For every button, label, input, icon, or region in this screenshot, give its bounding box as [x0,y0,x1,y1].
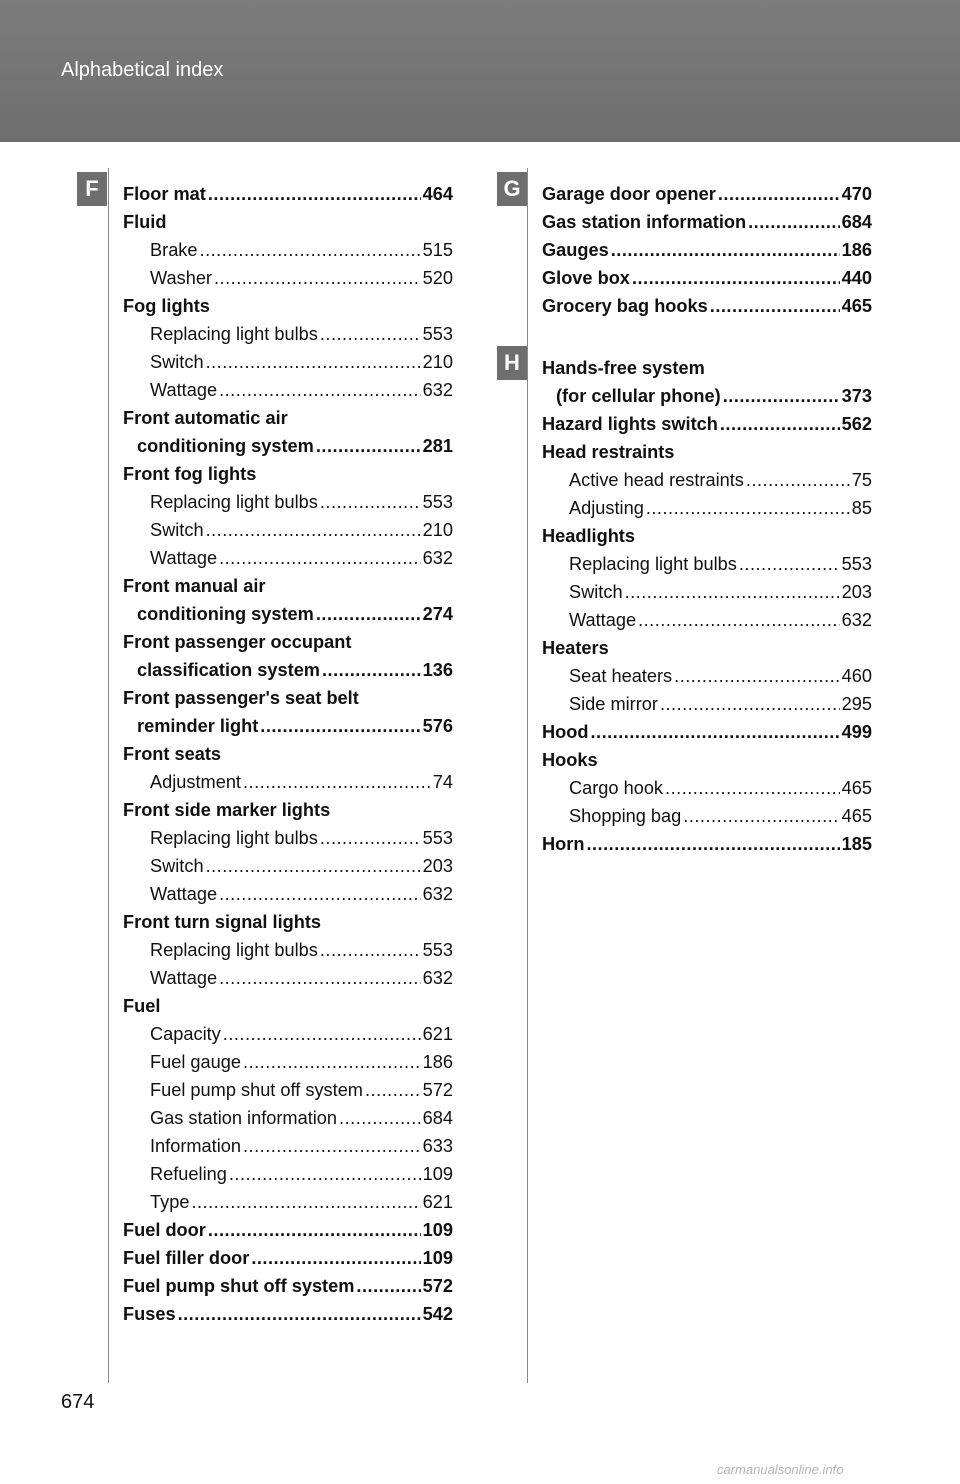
index-entry [542,802,872,830]
entry-label: Gas station information [150,1107,338,1128]
entry-page-number: 576 [422,715,453,736]
entry-page-number: 210 [422,351,453,372]
entry-label: Grocery bag hooks [542,295,708,316]
entry-label: Heaters [542,637,609,658]
index-entry [123,740,453,768]
entry-page-number: 572 [422,1275,453,1296]
entry-label: Front passenger occupant [123,631,352,652]
leader-dots [625,582,840,603]
leader-dots [665,778,840,799]
entry-label: Wattage [569,609,637,630]
leader-dots [206,520,421,541]
leader-dots [219,380,421,401]
index-entry [542,606,872,634]
index-entry [542,690,872,718]
entry-page-number: 281 [422,435,453,456]
leader-dots [586,834,839,855]
page-header [0,0,960,142]
entry-page-number: 274 [422,603,453,624]
index-entry [542,264,872,292]
index-entry [123,964,453,992]
leader-dots [632,268,840,289]
entry-page-number: 632 [422,379,453,400]
entry-page-number: 553 [422,323,453,344]
leader-dots [590,722,839,743]
entry-page-number: 684 [841,211,872,232]
index-entry [123,460,453,488]
entry-page-number: 632 [841,609,872,630]
entry-label: Switch [569,581,623,602]
leader-dots [720,414,840,435]
index-entry [542,292,872,320]
index-entry [123,180,453,208]
index-entry [542,410,872,438]
leader-dots [316,604,421,625]
leader-dots [674,666,840,687]
entry-page-number: 499 [841,721,872,742]
leader-dots [251,1248,420,1269]
entry-label: Garage door opener [542,183,716,204]
leader-dots [322,660,421,681]
entry-label: Front side marker lights [123,799,331,820]
entry-page-number: 632 [422,547,453,568]
index-entry [542,550,872,578]
entry-label: Switch [150,855,204,876]
index-column-right [542,180,872,858]
index-entry [123,1160,453,1188]
entry-label: Horn [542,833,585,854]
entry-label: Floor mat [123,183,206,204]
leader-dots [191,1192,420,1213]
entry-page-number: 553 [422,827,453,848]
entry-label: Brake [150,239,198,260]
leader-dots [316,436,421,457]
leader-dots [320,940,421,961]
section-gap [542,320,872,354]
entry-label: Glove box [542,267,630,288]
index-entry [123,628,453,656]
entry-label: Replacing light bulbs [150,491,318,512]
leader-dots [320,828,421,849]
entry-page-number: 295 [841,693,872,714]
page-number: 674 [61,1391,95,1413]
index-entry [123,236,453,264]
entry-page-number: 515 [422,239,453,260]
entry-page-number: 460 [841,665,872,686]
index-entry [123,208,453,236]
entry-label: Hazard lights switch [542,413,718,434]
leader-dots [638,610,840,631]
entry-page-number: 185 [841,833,872,854]
entry-page-number: 373 [841,385,872,406]
leader-dots [611,240,840,261]
leader-dots [739,554,840,575]
entry-page-number: 633 [422,1135,453,1156]
entry-label: Gas station information [542,211,747,232]
entry-label: Fluid [123,211,167,232]
index-entry [542,236,872,264]
entry-page-number: 186 [841,239,872,260]
entry-page-number: 186 [422,1051,453,1072]
index-entry [123,1020,453,1048]
entry-page-number: 632 [422,883,453,904]
leader-dots [219,968,421,989]
leader-dots [683,806,839,827]
entry-label: Refueling [150,1163,227,1184]
entry-label: Wattage [150,967,218,988]
index-entry [542,662,872,690]
index-entry [542,522,872,550]
entry-label: Wattage [150,379,218,400]
leader-dots [208,184,421,205]
entry-label: Cargo hook [569,777,664,798]
entry-label: Side mirror [569,693,658,714]
entry-label: classification system [137,659,320,680]
entry-label: Front manual air [123,575,266,596]
index-entry [542,180,872,208]
section-tab-g: G [497,172,527,206]
index-entry [123,880,453,908]
leader-dots [229,1164,421,1185]
index-entry [123,684,453,712]
entry-label: Fuel filler door [123,1247,250,1268]
leader-dots [206,352,421,373]
entry-page-number: 109 [422,1219,453,1240]
entry-page-number: 109 [422,1163,453,1184]
entry-label: Switch [150,351,204,372]
entry-label: Fuel door [123,1219,206,1240]
entry-page-number: 465 [841,295,872,316]
index-entry [123,320,453,348]
entry-label: conditioning system [137,603,314,624]
index-entry [123,992,453,1020]
entry-page-number: 203 [422,855,453,876]
entry-page-number: 465 [841,777,872,798]
index-entry [542,494,872,522]
index-entry [123,1188,453,1216]
entry-label: Front passenger's seat belt [123,687,359,708]
index-entry [542,746,872,774]
index-entry [123,1104,453,1132]
index-entry [123,292,453,320]
entry-page-number: 109 [422,1247,453,1268]
entry-page-number: 542 [422,1303,453,1324]
leader-dots [646,498,850,519]
entry-label: Capacity [150,1023,221,1044]
leader-dots [339,1108,421,1129]
index-entry [542,208,872,236]
entry-label: Fuel pump shut off system [123,1275,355,1296]
index-entry [542,438,872,466]
leader-dots [243,772,431,793]
entry-label: Washer [150,267,212,288]
index-entry [542,382,872,410]
leader-dots [723,386,840,407]
leader-dots [178,1304,421,1325]
index-entry [542,466,872,494]
index-entry [123,908,453,936]
entry-page-number: 520 [422,267,453,288]
entry-label: Wattage [150,547,218,568]
entry-page-number: 440 [841,267,872,288]
index-entry [123,376,453,404]
entry-label: Replacing light bulbs [150,939,318,960]
entry-label: Fuel gauge [150,1051,242,1072]
leader-dots [219,884,421,905]
entry-label: Front seats [123,743,222,764]
index-entry [123,572,453,600]
entry-label: Hooks [542,749,598,770]
entry-label: Replacing light bulbs [569,553,737,574]
leader-dots [260,716,420,737]
index-entry [123,1216,453,1244]
index-entry [542,830,872,858]
entry-label: Seat heaters [569,665,673,686]
index-entry [123,712,453,740]
leader-dots [214,268,421,289]
entry-label: conditioning system [137,435,314,456]
index-entry [123,796,453,824]
leader-dots [223,1024,421,1045]
index-entry [123,852,453,880]
leader-dots [206,856,421,877]
entry-label: Headlights [542,525,635,546]
entry-page-number: 75 [851,469,872,490]
leader-dots [320,324,421,345]
column-divider-middle [527,168,528,1383]
section-tab-f: F [77,172,107,206]
index-entry [123,264,453,292]
index-entry [123,544,453,572]
entry-label: Gauges [542,239,609,260]
entry-label: reminder light [137,715,259,736]
index-entry [542,774,872,802]
column-divider-left [108,168,109,1383]
index-entry [123,768,453,796]
entry-page-number: 572 [422,1079,453,1100]
entry-page-number: 74 [432,771,453,792]
entry-label: Adjustment [150,771,241,792]
watermark: carmanualsonline.info [717,1462,844,1477]
leader-dots [200,240,421,261]
entry-label: Adjusting [569,497,644,518]
entry-page-number: 465 [841,805,872,826]
entry-page-number: 464 [422,183,453,204]
leader-dots [243,1136,421,1157]
leader-dots [365,1080,421,1101]
entry-label: Shopping bag [569,805,682,826]
entry-label: Fuses [123,1303,176,1324]
leader-dots [208,1220,421,1241]
leader-dots [748,212,840,233]
entry-page-number: 553 [422,491,453,512]
leader-dots [356,1276,420,1297]
entry-page-number: 85 [851,497,872,518]
leader-dots [746,470,850,491]
index-entry [123,404,453,432]
index-column-left [123,180,453,1328]
index-entry [123,488,453,516]
entry-label: Fog lights [123,295,210,316]
index-entry [123,1272,453,1300]
entry-label: Head restraints [542,441,675,462]
entry-label: Information [150,1135,241,1156]
leader-dots [219,548,421,569]
index-entry [542,354,872,382]
entry-label: (for cellular phone) [556,385,721,406]
entry-page-number: 136 [422,659,453,680]
index-entry [542,718,872,746]
index-entry [123,936,453,964]
entry-label: Hood [542,721,589,742]
leader-dots [320,492,421,513]
leader-dots [718,184,840,205]
index-entry [123,1132,453,1160]
entry-page-number: 684 [422,1107,453,1128]
index-entry [542,634,872,662]
index-entry [123,516,453,544]
entry-page-number: 632 [422,967,453,988]
index-entry [123,1300,453,1328]
entry-label: Fuel pump shut off system [150,1079,363,1100]
entry-label: Front turn signal lights [123,911,322,932]
entry-page-number: 621 [422,1191,453,1212]
index-entry [123,1048,453,1076]
entry-page-number: 210 [422,519,453,540]
entry-page-number: 562 [841,413,872,434]
entry-page-number: 203 [841,581,872,602]
entry-page-number: 470 [841,183,872,204]
entry-label: Wattage [150,883,218,904]
index-entry [123,1076,453,1104]
entry-label: Fuel [123,995,161,1016]
entry-label: Type [150,1191,190,1212]
index-entry [123,600,453,628]
index-entry [123,656,453,684]
entry-page-number: 553 [422,939,453,960]
leader-dots [660,694,840,715]
entry-label: Hands-free system [542,357,705,378]
entry-page-number: 621 [422,1023,453,1044]
leader-dots [243,1052,421,1073]
entry-label: Front automatic air [123,407,288,428]
entry-label: Active head restraints [569,469,744,490]
index-entry [123,348,453,376]
entry-label: Replacing light bulbs [150,323,318,344]
entry-label: Switch [150,519,204,540]
entry-label: Front fog lights [123,463,257,484]
index-entry [542,578,872,606]
entry-label: Replacing light bulbs [150,827,318,848]
index-entry [123,824,453,852]
header-title: Alphabetical index [61,59,224,81]
leader-dots [710,296,840,317]
index-entry [123,432,453,460]
section-tab-h: H [497,346,527,380]
entry-page-number: 553 [841,553,872,574]
index-entry [123,1244,453,1272]
